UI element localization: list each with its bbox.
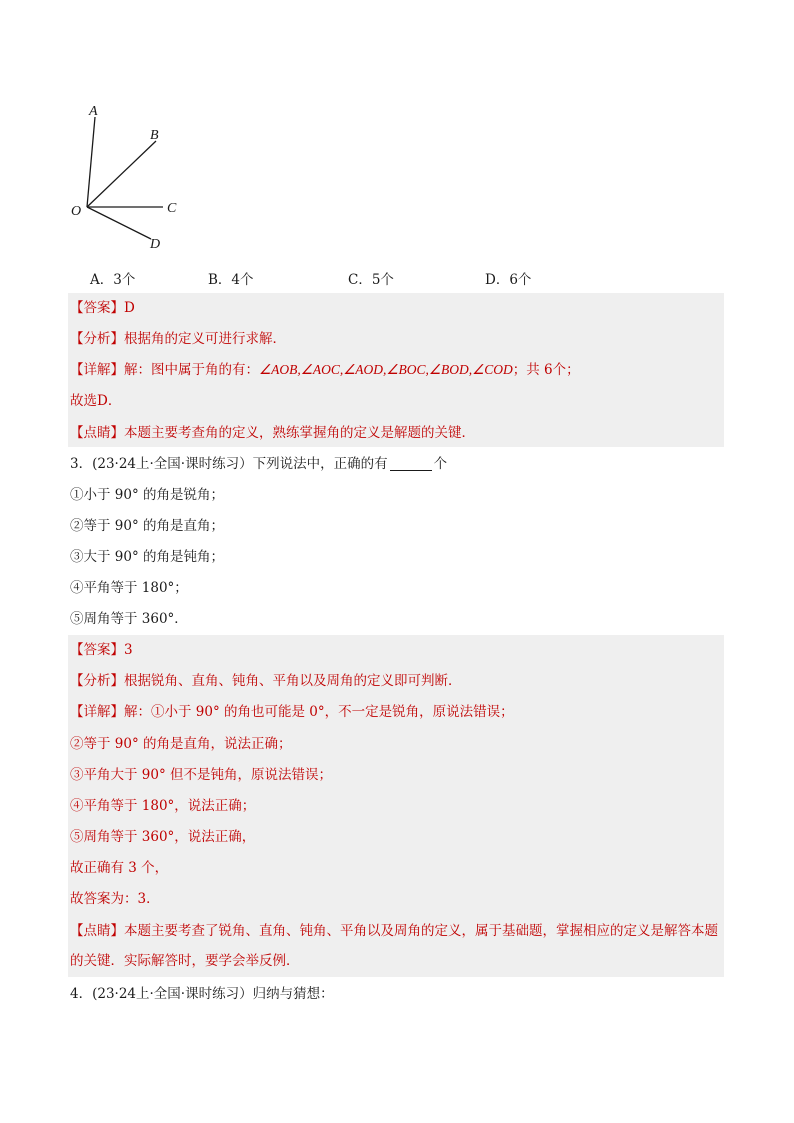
comment-tag: 【点睛】	[70, 923, 124, 939]
statement-5: ⑤周角等于 360°．	[70, 611, 188, 627]
ray-OA	[87, 117, 95, 207]
q3-stem-text: 3．(23·24上·全国·课时练习）下列说法中，正确的有	[70, 456, 388, 472]
q2-detail	[70, 355, 730, 385]
detail-suffix-2: 个；	[552, 362, 580, 378]
detail-prefix: 解：图中属于角的有：	[124, 362, 259, 378]
analysis-text: 根据角的定义可进行求解．	[124, 331, 286, 347]
option-b: B．4个	[208, 272, 254, 288]
angle-diagram	[60, 95, 200, 255]
statement-2: ②等于 90° 的角是直角；	[70, 518, 225, 534]
option-d: D．6个	[485, 272, 532, 288]
label-O: O	[71, 204, 82, 219]
option-a: A．3个	[90, 272, 136, 288]
comment-text: 本题主要考查角的定义，熟练掌握角的定义是解题的关键．	[124, 425, 475, 441]
q3-detail-7: 故答案为：3．	[70, 891, 160, 907]
statement-3: ③大于 90° 的角是钝角；	[70, 549, 225, 565]
q3-detail-3: ③平角大于 90° 但不是钝角，原说法错误；	[70, 767, 333, 783]
statement-1: ①小于 90° 的角是锐角；	[70, 487, 225, 503]
q3-stem-suffix: 个	[433, 456, 448, 472]
answer-tag: 【答案】	[70, 642, 124, 658]
q3-detail-5: ⑤周角等于 360°，说法正确，	[70, 829, 256, 845]
q3-comment	[70, 916, 726, 976]
answer-tag: 【答案】	[70, 300, 124, 316]
detail-tag: 【详解】	[70, 362, 124, 378]
q3-detail-2: ②等于 90° 的角是直角，说法正确；	[70, 736, 292, 752]
ray-OD	[87, 207, 151, 239]
analysis-text: 根据锐角、直角、钝角、平角以及周角的定义即可判断．	[124, 673, 462, 689]
q2-analysis	[70, 324, 730, 354]
comment-text: 本题主要考查了锐角、直角、钝角、平角以及周角的定义，属于基础题，掌握相应的定义是解答本题的关键．实际解答时，要学会举反例．	[70, 923, 718, 969]
q3-detail-1	[70, 697, 730, 727]
q2-answer	[70, 293, 730, 323]
q3-detail-6: 故正确有 3 个，	[70, 860, 169, 876]
q3-answer	[70, 635, 730, 665]
detail-line: 解：①小于 90° 的角也可能是 0°，不一定是锐角，原说法错误；	[124, 704, 514, 720]
detail-tag: 【详解】	[70, 704, 124, 720]
analysis-tag: 【分析】	[70, 331, 124, 347]
q2-options	[90, 268, 690, 288]
label-A: A	[89, 104, 98, 119]
q4-stem: 4．(23·24上·全国·课时练习）归纳与猜想：	[70, 986, 334, 1002]
q3-detail-4: ④平角等于 180°，说法正确；	[70, 798, 256, 814]
answer-blank	[390, 454, 432, 471]
comment-tag: 【点睛】	[70, 425, 124, 441]
answer-value: D	[124, 300, 135, 316]
angle-figure	[60, 95, 200, 255]
statement-4: ④平角等于 180°；	[70, 580, 188, 596]
q3-stem	[70, 449, 730, 479]
answer-value: 3	[124, 642, 133, 658]
q2-comment	[70, 418, 730, 448]
angle-list: ∠AOB,∠AOC,∠AOD,∠BOC,∠BOD,∠COD	[259, 362, 513, 377]
q3-analysis	[70, 666, 730, 696]
q2-choose: 故选D．	[70, 393, 122, 409]
ray-OB	[87, 141, 156, 207]
detail-count: 6	[544, 362, 553, 378]
option-c: C．5个	[348, 272, 394, 288]
label-D: D	[150, 237, 161, 252]
detail-suffix-1: ；共	[512, 362, 540, 378]
label-B: B	[150, 128, 159, 143]
analysis-tag: 【分析】	[70, 673, 124, 689]
label-C: C	[167, 201, 177, 216]
